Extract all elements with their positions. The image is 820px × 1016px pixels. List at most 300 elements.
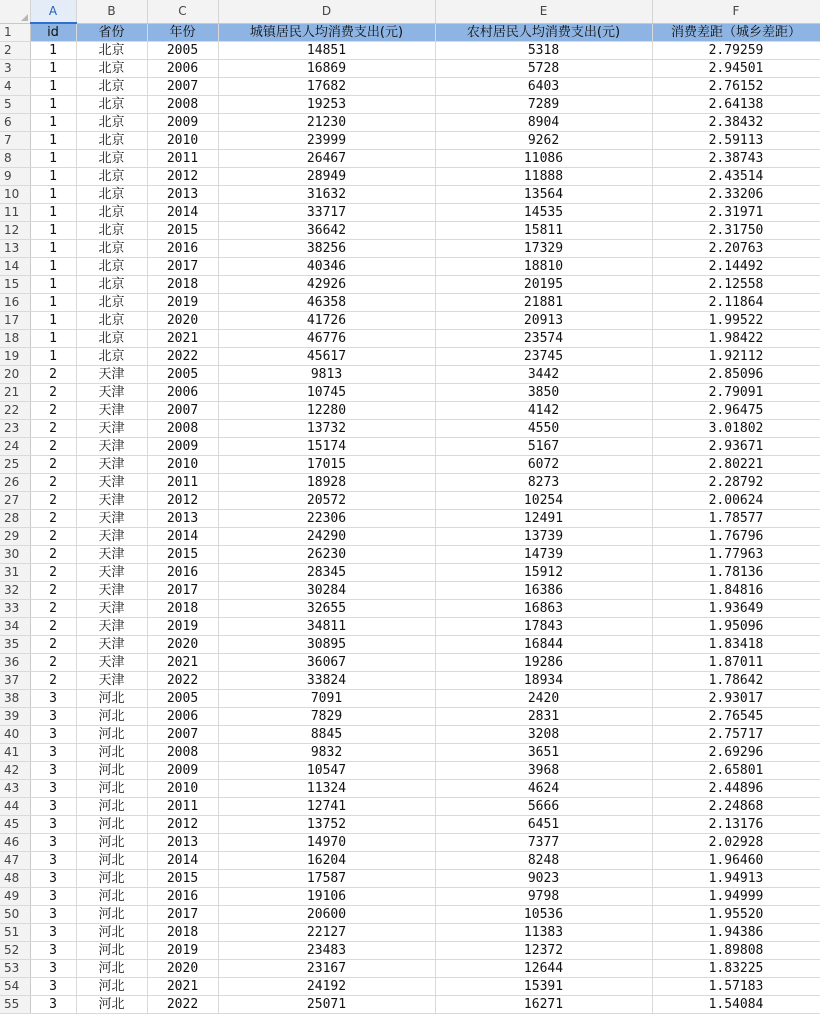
id-cell[interactable]: 3: [30, 744, 76, 762]
rural-spending-cell[interactable]: 14535: [435, 204, 652, 222]
header-cell-consumption-gap[interactable]: 消费差距（城乡差距）: [652, 23, 820, 42]
urban-spending-cell[interactable]: 26467: [218, 150, 435, 168]
rural-spending-cell[interactable]: 13564: [435, 186, 652, 204]
year-cell[interactable]: 2005: [147, 366, 218, 384]
id-cell[interactable]: 1: [30, 60, 76, 78]
province-cell[interactable]: 河北: [76, 726, 147, 744]
id-cell[interactable]: 3: [30, 690, 76, 708]
rural-spending-cell[interactable]: 3850: [435, 384, 652, 402]
urban-spending-cell[interactable]: 23167: [218, 960, 435, 978]
rural-spending-cell[interactable]: 5167: [435, 438, 652, 456]
province-cell[interactable]: 天津: [76, 672, 147, 690]
id-cell[interactable]: 2: [30, 582, 76, 600]
row-number[interactable]: 1: [0, 23, 30, 42]
row-number[interactable]: 10: [0, 186, 30, 204]
year-cell[interactable]: 2015: [147, 546, 218, 564]
urban-spending-cell[interactable]: 36067: [218, 654, 435, 672]
year-cell[interactable]: 2013: [147, 510, 218, 528]
id-cell[interactable]: 1: [30, 348, 76, 366]
rural-spending-cell[interactable]: 19286: [435, 654, 652, 672]
gap-cell[interactable]: 2.59113: [652, 132, 820, 150]
id-cell[interactable]: 3: [30, 780, 76, 798]
row-number[interactable]: 21: [0, 384, 30, 402]
year-cell[interactable]: 2011: [147, 798, 218, 816]
year-cell[interactable]: 2009: [147, 438, 218, 456]
province-cell[interactable]: 天津: [76, 420, 147, 438]
province-cell[interactable]: 天津: [76, 366, 147, 384]
urban-spending-cell[interactable]: 10745: [218, 384, 435, 402]
province-cell[interactable]: 河北: [76, 888, 147, 906]
year-cell[interactable]: 2015: [147, 222, 218, 240]
rural-spending-cell[interactable]: 4624: [435, 780, 652, 798]
id-cell[interactable]: 3: [30, 870, 76, 888]
rural-spending-cell[interactable]: 21881: [435, 294, 652, 312]
rural-spending-cell[interactable]: 3208: [435, 726, 652, 744]
gap-cell[interactable]: 2.44896: [652, 780, 820, 798]
year-cell[interactable]: 2006: [147, 384, 218, 402]
gap-cell[interactable]: 2.64138: [652, 96, 820, 114]
year-cell[interactable]: 2015: [147, 870, 218, 888]
row-number[interactable]: 23: [0, 420, 30, 438]
province-cell[interactable]: 河北: [76, 960, 147, 978]
id-cell[interactable]: 3: [30, 762, 76, 780]
id-cell[interactable]: 2: [30, 618, 76, 636]
year-cell[interactable]: 2019: [147, 618, 218, 636]
row-number[interactable]: 24: [0, 438, 30, 456]
year-cell[interactable]: 2012: [147, 168, 218, 186]
province-cell[interactable]: 天津: [76, 528, 147, 546]
id-cell[interactable]: 2: [30, 438, 76, 456]
urban-spending-cell[interactable]: 24192: [218, 978, 435, 996]
id-cell[interactable]: 2: [30, 636, 76, 654]
row-number[interactable]: 22: [0, 402, 30, 420]
gap-cell[interactable]: 1.78136: [652, 564, 820, 582]
gap-cell[interactable]: 1.54084: [652, 996, 820, 1014]
province-cell[interactable]: 河北: [76, 708, 147, 726]
id-cell[interactable]: 3: [30, 942, 76, 960]
gap-cell[interactable]: 1.98422: [652, 330, 820, 348]
rural-spending-cell[interactable]: 8904: [435, 114, 652, 132]
year-cell[interactable]: 2011: [147, 150, 218, 168]
id-cell[interactable]: 1: [30, 132, 76, 150]
id-cell[interactable]: 2: [30, 564, 76, 582]
id-cell[interactable]: 2: [30, 672, 76, 690]
row-number[interactable]: 3: [0, 60, 30, 78]
urban-spending-cell[interactable]: 20572: [218, 492, 435, 510]
rural-spending-cell[interactable]: 9023: [435, 870, 652, 888]
row-number[interactable]: 33: [0, 600, 30, 618]
urban-spending-cell[interactable]: 7091: [218, 690, 435, 708]
header-cell-urban-spending[interactable]: 城镇居民人均消费支出(元): [218, 23, 435, 42]
year-cell[interactable]: 2008: [147, 96, 218, 114]
id-cell[interactable]: 2: [30, 546, 76, 564]
gap-cell[interactable]: 2.43514: [652, 168, 820, 186]
urban-spending-cell[interactable]: 17587: [218, 870, 435, 888]
id-cell[interactable]: 2: [30, 366, 76, 384]
gap-cell[interactable]: 1.96460: [652, 852, 820, 870]
gap-cell[interactable]: 2.69296: [652, 744, 820, 762]
urban-spending-cell[interactable]: 15174: [218, 438, 435, 456]
urban-spending-cell[interactable]: 46776: [218, 330, 435, 348]
gap-cell[interactable]: 1.57183: [652, 978, 820, 996]
urban-spending-cell[interactable]: 16869: [218, 60, 435, 78]
id-cell[interactable]: 1: [30, 204, 76, 222]
rural-spending-cell[interactable]: 6451: [435, 816, 652, 834]
column-heading-e[interactable]: E: [435, 0, 652, 23]
id-cell[interactable]: 3: [30, 906, 76, 924]
year-cell[interactable]: 2012: [147, 492, 218, 510]
rural-spending-cell[interactable]: 2420: [435, 690, 652, 708]
province-cell[interactable]: 北京: [76, 204, 147, 222]
province-cell[interactable]: 河北: [76, 816, 147, 834]
id-cell[interactable]: 3: [30, 834, 76, 852]
row-number[interactable]: 19: [0, 348, 30, 366]
select-all-corner[interactable]: [0, 0, 30, 23]
rural-spending-cell[interactable]: 4550: [435, 420, 652, 438]
header-cell-year[interactable]: 年份: [147, 23, 218, 42]
row-number[interactable]: 20: [0, 366, 30, 384]
urban-spending-cell[interactable]: 23999: [218, 132, 435, 150]
province-cell[interactable]: 天津: [76, 654, 147, 672]
row-number[interactable]: 41: [0, 744, 30, 762]
urban-spending-cell[interactable]: 45617: [218, 348, 435, 366]
id-cell[interactable]: 2: [30, 384, 76, 402]
year-cell[interactable]: 2009: [147, 762, 218, 780]
gap-cell[interactable]: 2.85096: [652, 366, 820, 384]
row-number[interactable]: 6: [0, 114, 30, 132]
urban-spending-cell[interactable]: 9832: [218, 744, 435, 762]
province-cell[interactable]: 河北: [76, 906, 147, 924]
province-cell[interactable]: 北京: [76, 312, 147, 330]
gap-cell[interactable]: 1.94913: [652, 870, 820, 888]
province-cell[interactable]: 河北: [76, 942, 147, 960]
id-cell[interactable]: 2: [30, 492, 76, 510]
gap-cell[interactable]: 1.78577: [652, 510, 820, 528]
row-number[interactable]: 30: [0, 546, 30, 564]
rural-spending-cell[interactable]: 3968: [435, 762, 652, 780]
urban-spending-cell[interactable]: 26230: [218, 546, 435, 564]
province-cell[interactable]: 河北: [76, 924, 147, 942]
gap-cell[interactable]: 2.33206: [652, 186, 820, 204]
id-cell[interactable]: 2: [30, 528, 76, 546]
id-cell[interactable]: 2: [30, 402, 76, 420]
id-cell[interactable]: 1: [30, 240, 76, 258]
year-cell[interactable]: 2009: [147, 114, 218, 132]
rural-spending-cell[interactable]: 11383: [435, 924, 652, 942]
year-cell[interactable]: 2016: [147, 240, 218, 258]
row-number[interactable]: 36: [0, 654, 30, 672]
id-cell[interactable]: 1: [30, 114, 76, 132]
id-cell[interactable]: 1: [30, 276, 76, 294]
gap-cell[interactable]: 1.94999: [652, 888, 820, 906]
year-cell[interactable]: 2007: [147, 78, 218, 96]
rural-spending-cell[interactable]: 9262: [435, 132, 652, 150]
gap-cell[interactable]: 2.13176: [652, 816, 820, 834]
year-cell[interactable]: 2021: [147, 654, 218, 672]
year-cell[interactable]: 2022: [147, 672, 218, 690]
id-cell[interactable]: 1: [30, 168, 76, 186]
gap-cell[interactable]: 2.24868: [652, 798, 820, 816]
column-heading-d[interactable]: D: [218, 0, 435, 23]
rural-spending-cell[interactable]: 12372: [435, 942, 652, 960]
id-cell[interactable]: 2: [30, 600, 76, 618]
gap-cell[interactable]: 1.83418: [652, 636, 820, 654]
year-cell[interactable]: 2020: [147, 312, 218, 330]
row-number[interactable]: 51: [0, 924, 30, 942]
row-number[interactable]: 39: [0, 708, 30, 726]
id-cell[interactable]: 1: [30, 312, 76, 330]
urban-spending-cell[interactable]: 24290: [218, 528, 435, 546]
row-number[interactable]: 46: [0, 834, 30, 852]
gap-cell[interactable]: 2.31750: [652, 222, 820, 240]
id-cell[interactable]: 3: [30, 798, 76, 816]
row-number[interactable]: 55: [0, 996, 30, 1014]
gap-cell[interactable]: 1.95096: [652, 618, 820, 636]
row-number[interactable]: 49: [0, 888, 30, 906]
urban-spending-cell[interactable]: 41726: [218, 312, 435, 330]
year-cell[interactable]: 2013: [147, 834, 218, 852]
province-cell[interactable]: 天津: [76, 618, 147, 636]
year-cell[interactable]: 2005: [147, 690, 218, 708]
province-cell[interactable]: 天津: [76, 384, 147, 402]
row-number[interactable]: 29: [0, 528, 30, 546]
urban-spending-cell[interactable]: 28345: [218, 564, 435, 582]
row-number[interactable]: 53: [0, 960, 30, 978]
year-cell[interactable]: 2014: [147, 528, 218, 546]
gap-cell[interactable]: 1.83225: [652, 960, 820, 978]
urban-spending-cell[interactable]: 42926: [218, 276, 435, 294]
year-cell[interactable]: 2010: [147, 780, 218, 798]
row-number[interactable]: 37: [0, 672, 30, 690]
year-cell[interactable]: 2020: [147, 636, 218, 654]
row-number[interactable]: 48: [0, 870, 30, 888]
row-number[interactable]: 42: [0, 762, 30, 780]
province-cell[interactable]: 天津: [76, 582, 147, 600]
gap-cell[interactable]: 2.20763: [652, 240, 820, 258]
rural-spending-cell[interactable]: 3442: [435, 366, 652, 384]
gap-cell[interactable]: 2.14492: [652, 258, 820, 276]
rural-spending-cell[interactable]: 13739: [435, 528, 652, 546]
year-cell[interactable]: 2014: [147, 204, 218, 222]
id-cell[interactable]: 2: [30, 456, 76, 474]
id-cell[interactable]: 2: [30, 510, 76, 528]
row-number[interactable]: 17: [0, 312, 30, 330]
gap-cell[interactable]: 2.28792: [652, 474, 820, 492]
gap-cell[interactable]: 2.11864: [652, 294, 820, 312]
gap-cell[interactable]: 2.00624: [652, 492, 820, 510]
rural-spending-cell[interactable]: 20195: [435, 276, 652, 294]
province-cell[interactable]: 北京: [76, 186, 147, 204]
id-cell[interactable]: 3: [30, 726, 76, 744]
id-cell[interactable]: 2: [30, 654, 76, 672]
year-cell[interactable]: 2022: [147, 348, 218, 366]
row-number[interactable]: 4: [0, 78, 30, 96]
rural-spending-cell[interactable]: 15912: [435, 564, 652, 582]
gap-cell[interactable]: 2.12558: [652, 276, 820, 294]
id-cell[interactable]: 3: [30, 852, 76, 870]
province-cell[interactable]: 河北: [76, 762, 147, 780]
province-cell[interactable]: 天津: [76, 546, 147, 564]
rural-spending-cell[interactable]: 23745: [435, 348, 652, 366]
urban-spending-cell[interactable]: 10547: [218, 762, 435, 780]
gap-cell[interactable]: 2.93671: [652, 438, 820, 456]
year-cell[interactable]: 2007: [147, 726, 218, 744]
row-number[interactable]: 14: [0, 258, 30, 276]
gap-cell[interactable]: 2.38432: [652, 114, 820, 132]
header-cell-rural-spending[interactable]: 农村居民人均消费支出(元): [435, 23, 652, 42]
row-number[interactable]: 18: [0, 330, 30, 348]
gap-cell[interactable]: 2.02928: [652, 834, 820, 852]
province-cell[interactable]: 北京: [76, 78, 147, 96]
gap-cell[interactable]: 2.93017: [652, 690, 820, 708]
gap-cell[interactable]: 1.94386: [652, 924, 820, 942]
id-cell[interactable]: 3: [30, 924, 76, 942]
urban-spending-cell[interactable]: 22306: [218, 510, 435, 528]
row-number[interactable]: 9: [0, 168, 30, 186]
row-number[interactable]: 2: [0, 42, 30, 60]
id-cell[interactable]: 1: [30, 222, 76, 240]
urban-spending-cell[interactable]: 19106: [218, 888, 435, 906]
id-cell[interactable]: 3: [30, 708, 76, 726]
urban-spending-cell[interactable]: 16204: [218, 852, 435, 870]
urban-spending-cell[interactable]: 11324: [218, 780, 435, 798]
rural-spending-cell[interactable]: 15811: [435, 222, 652, 240]
row-number[interactable]: 47: [0, 852, 30, 870]
gap-cell[interactable]: 2.80221: [652, 456, 820, 474]
year-cell[interactable]: 2016: [147, 564, 218, 582]
id-cell[interactable]: 3: [30, 888, 76, 906]
province-cell[interactable]: 北京: [76, 294, 147, 312]
year-cell[interactable]: 2018: [147, 924, 218, 942]
row-number[interactable]: 15: [0, 276, 30, 294]
province-cell[interactable]: 天津: [76, 510, 147, 528]
urban-spending-cell[interactable]: 13752: [218, 816, 435, 834]
row-number[interactable]: 5: [0, 96, 30, 114]
header-cell-id[interactable]: id: [30, 23, 76, 42]
gap-cell[interactable]: 1.92112: [652, 348, 820, 366]
province-cell[interactable]: 河北: [76, 798, 147, 816]
year-cell[interactable]: 2006: [147, 708, 218, 726]
row-number[interactable]: 52: [0, 942, 30, 960]
urban-spending-cell[interactable]: 13732: [218, 420, 435, 438]
year-cell[interactable]: 2021: [147, 330, 218, 348]
gap-cell[interactable]: 2.79091: [652, 384, 820, 402]
rural-spending-cell[interactable]: 15391: [435, 978, 652, 996]
rural-spending-cell[interactable]: 5666: [435, 798, 652, 816]
gap-cell[interactable]: 1.93649: [652, 600, 820, 618]
urban-spending-cell[interactable]: 36642: [218, 222, 435, 240]
rural-spending-cell[interactable]: 3651: [435, 744, 652, 762]
year-cell[interactable]: 2022: [147, 996, 218, 1014]
row-number[interactable]: 7: [0, 132, 30, 150]
gap-cell[interactable]: 1.76796: [652, 528, 820, 546]
rural-spending-cell[interactable]: 5728: [435, 60, 652, 78]
province-cell[interactable]: 河北: [76, 834, 147, 852]
province-cell[interactable]: 天津: [76, 492, 147, 510]
urban-spending-cell[interactable]: 9813: [218, 366, 435, 384]
row-number[interactable]: 31: [0, 564, 30, 582]
column-heading-a[interactable]: A: [30, 0, 76, 23]
province-cell[interactable]: 天津: [76, 438, 147, 456]
row-number[interactable]: 25: [0, 456, 30, 474]
id-cell[interactable]: 1: [30, 186, 76, 204]
column-heading-f[interactable]: F: [652, 0, 820, 23]
gap-cell[interactable]: 1.99522: [652, 312, 820, 330]
urban-spending-cell[interactable]: 12741: [218, 798, 435, 816]
gap-cell[interactable]: 1.89808: [652, 942, 820, 960]
gap-cell[interactable]: 1.78642: [652, 672, 820, 690]
province-cell[interactable]: 河北: [76, 780, 147, 798]
row-number[interactable]: 27: [0, 492, 30, 510]
row-number[interactable]: 54: [0, 978, 30, 996]
rural-spending-cell[interactable]: 18810: [435, 258, 652, 276]
id-cell[interactable]: 1: [30, 150, 76, 168]
urban-spending-cell[interactable]: 33717: [218, 204, 435, 222]
urban-spending-cell[interactable]: 38256: [218, 240, 435, 258]
gap-cell[interactable]: 2.94501: [652, 60, 820, 78]
urban-spending-cell[interactable]: 22127: [218, 924, 435, 942]
id-cell[interactable]: 3: [30, 996, 76, 1014]
province-cell[interactable]: 北京: [76, 240, 147, 258]
id-cell[interactable]: 1: [30, 42, 76, 60]
rural-spending-cell[interactable]: 2831: [435, 708, 652, 726]
urban-spending-cell[interactable]: 32655: [218, 600, 435, 618]
year-cell[interactable]: 2017: [147, 582, 218, 600]
id-cell[interactable]: 3: [30, 816, 76, 834]
year-cell[interactable]: 2018: [147, 276, 218, 294]
id-cell[interactable]: 3: [30, 960, 76, 978]
row-number[interactable]: 11: [0, 204, 30, 222]
province-cell[interactable]: 天津: [76, 456, 147, 474]
province-cell[interactable]: 天津: [76, 600, 147, 618]
rural-spending-cell[interactable]: 6072: [435, 456, 652, 474]
year-cell[interactable]: 2018: [147, 600, 218, 618]
province-cell[interactable]: 河北: [76, 690, 147, 708]
rural-spending-cell[interactable]: 16386: [435, 582, 652, 600]
urban-spending-cell[interactable]: 7829: [218, 708, 435, 726]
row-number[interactable]: 26: [0, 474, 30, 492]
province-cell[interactable]: 北京: [76, 348, 147, 366]
gap-cell[interactable]: 3.01802: [652, 420, 820, 438]
gap-cell[interactable]: 2.76152: [652, 78, 820, 96]
row-number[interactable]: 40: [0, 726, 30, 744]
rural-spending-cell[interactable]: 20913: [435, 312, 652, 330]
province-cell[interactable]: 北京: [76, 168, 147, 186]
gap-cell[interactable]: 2.38743: [652, 150, 820, 168]
row-number[interactable]: 43: [0, 780, 30, 798]
id-cell[interactable]: 1: [30, 330, 76, 348]
rural-spending-cell[interactable]: 16271: [435, 996, 652, 1014]
urban-spending-cell[interactable]: 33824: [218, 672, 435, 690]
header-cell-province[interactable]: 省份: [76, 23, 147, 42]
rural-spending-cell[interactable]: 6403: [435, 78, 652, 96]
year-cell[interactable]: 2006: [147, 60, 218, 78]
gap-cell[interactable]: 1.87011: [652, 654, 820, 672]
province-cell[interactable]: 北京: [76, 114, 147, 132]
rural-spending-cell[interactable]: 7289: [435, 96, 652, 114]
rural-spending-cell[interactable]: 4142: [435, 402, 652, 420]
rural-spending-cell[interactable]: 18934: [435, 672, 652, 690]
urban-spending-cell[interactable]: 20600: [218, 906, 435, 924]
row-number[interactable]: 32: [0, 582, 30, 600]
year-cell[interactable]: 2017: [147, 906, 218, 924]
rural-spending-cell[interactable]: 8273: [435, 474, 652, 492]
urban-spending-cell[interactable]: 17682: [218, 78, 435, 96]
gap-cell[interactable]: 2.65801: [652, 762, 820, 780]
id-cell[interactable]: 1: [30, 294, 76, 312]
rural-spending-cell[interactable]: 17329: [435, 240, 652, 258]
rural-spending-cell[interactable]: 23574: [435, 330, 652, 348]
